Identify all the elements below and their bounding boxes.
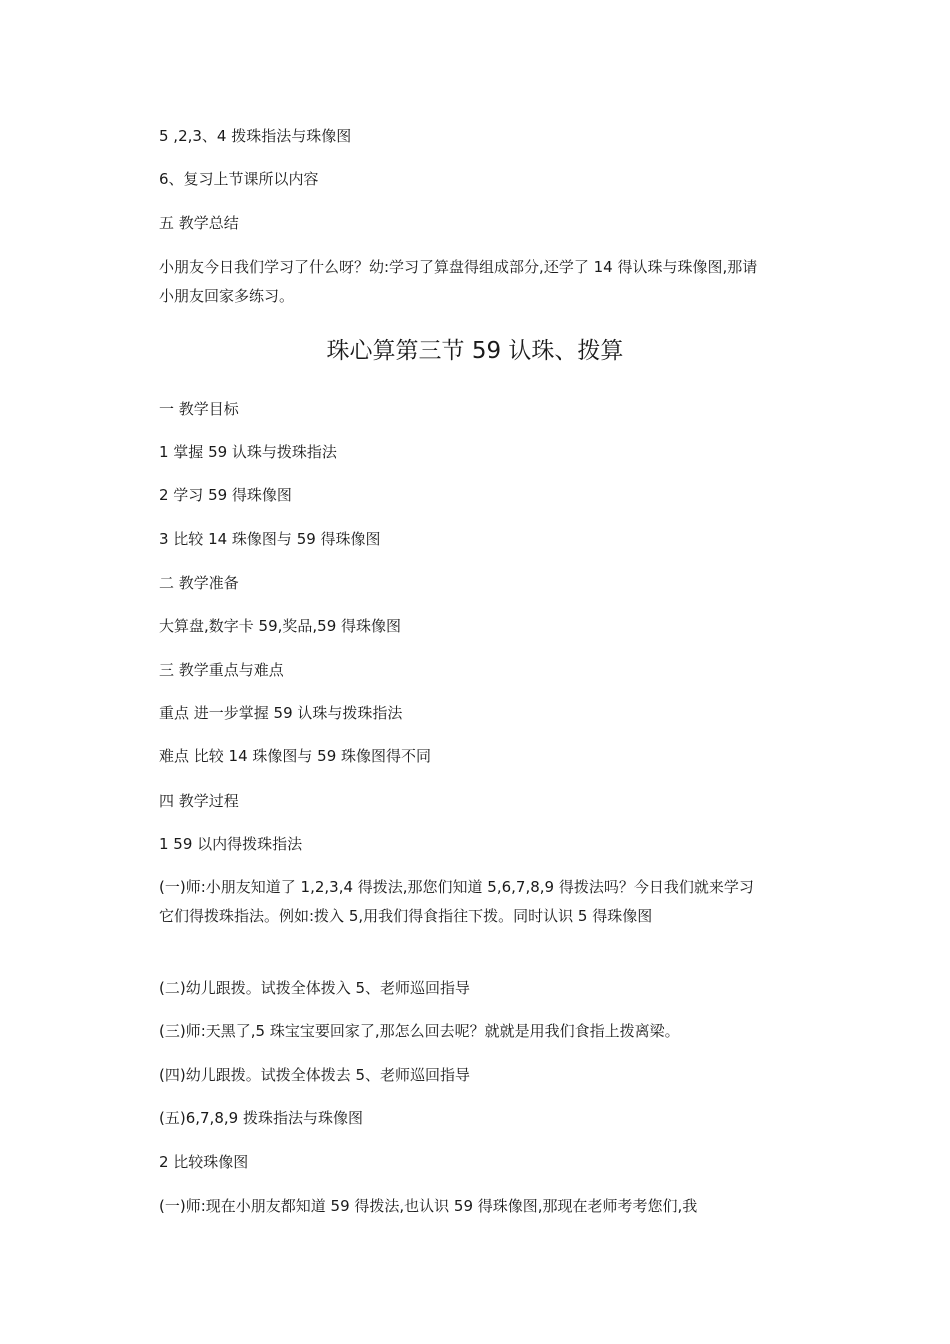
step1-paragraph-d: (四)幼儿跟拨。试拨全体拨去 5、老师巡回指导 [159, 1066, 471, 1084]
summary-paragraph: 小朋友今日我们学习了什么呀？幼:学习了算盘得组成部分,还学了 14 得认珠与珠像图,那请小朋友回家多练习。 [159, 258, 758, 305]
focus-heading: 三 教学重点与难点 [159, 661, 284, 679]
step1-paragraph-a: (一)师:小朋友知道了 1,2,3,4 得拨法,那您们知道 5,6,7,8,9 得拨法吗？今日我们就来学习它们得拨珠指法。例如:拨入 5,用我们得食指往下拨。同时认识 5 得珠像图 [159, 878, 754, 925]
step1-heading: 1 59 以内得拨珠指法 [159, 835, 303, 853]
summary-heading: 五 教学总结 [159, 214, 239, 232]
step2-heading: 2 比较珠像图 [159, 1153, 249, 1171]
goals-heading: 一 教学目标 [159, 400, 239, 418]
step1-paragraph-c: (三)师:天黑了,5 珠宝宝要回家了,那怎么回去呢？就就是用我们食指上拨离梁。 [159, 1022, 680, 1040]
step1-paragraph-e: (五)6,7,8,9 拨珠指法与珠像图 [159, 1109, 363, 1127]
list-item-5: 5 ,2,3、4 拨珠指法与珠像图 [159, 127, 352, 145]
focus-key-point: 重点 进一步掌握 59 认珠与拨珠指法 [159, 704, 403, 722]
goal-item-1: 1 掌握 59 认珠与拨珠指法 [159, 443, 337, 461]
goal-item-2: 2 学习 59 得珠像图 [159, 486, 292, 504]
lesson-title: 珠心算第三节 59 认珠、拨算 [326, 338, 624, 364]
prep-text: 大算盘,数字卡 59,奖品,59 得珠像图 [159, 617, 402, 635]
step1-paragraph-b: (二)幼儿跟拨。试拨全体拨入 5、老师巡回指导 [159, 979, 471, 997]
step2-paragraph-a: (一)师:现在小朋友都知道 59 得拨法,也认识 59 得珠像图,那现在老师考考您们,我 [159, 1197, 698, 1215]
process-heading: 四 教学过程 [159, 792, 239, 810]
list-item-6: 6、复习上节课所以内容 [159, 170, 319, 188]
goal-item-3: 3 比较 14 珠像图与 59 得珠像图 [159, 530, 381, 548]
focus-difficulty: 难点 比较 14 珠像图与 59 珠像图得不同 [159, 747, 432, 765]
prep-heading: 二 教学准备 [159, 574, 239, 592]
